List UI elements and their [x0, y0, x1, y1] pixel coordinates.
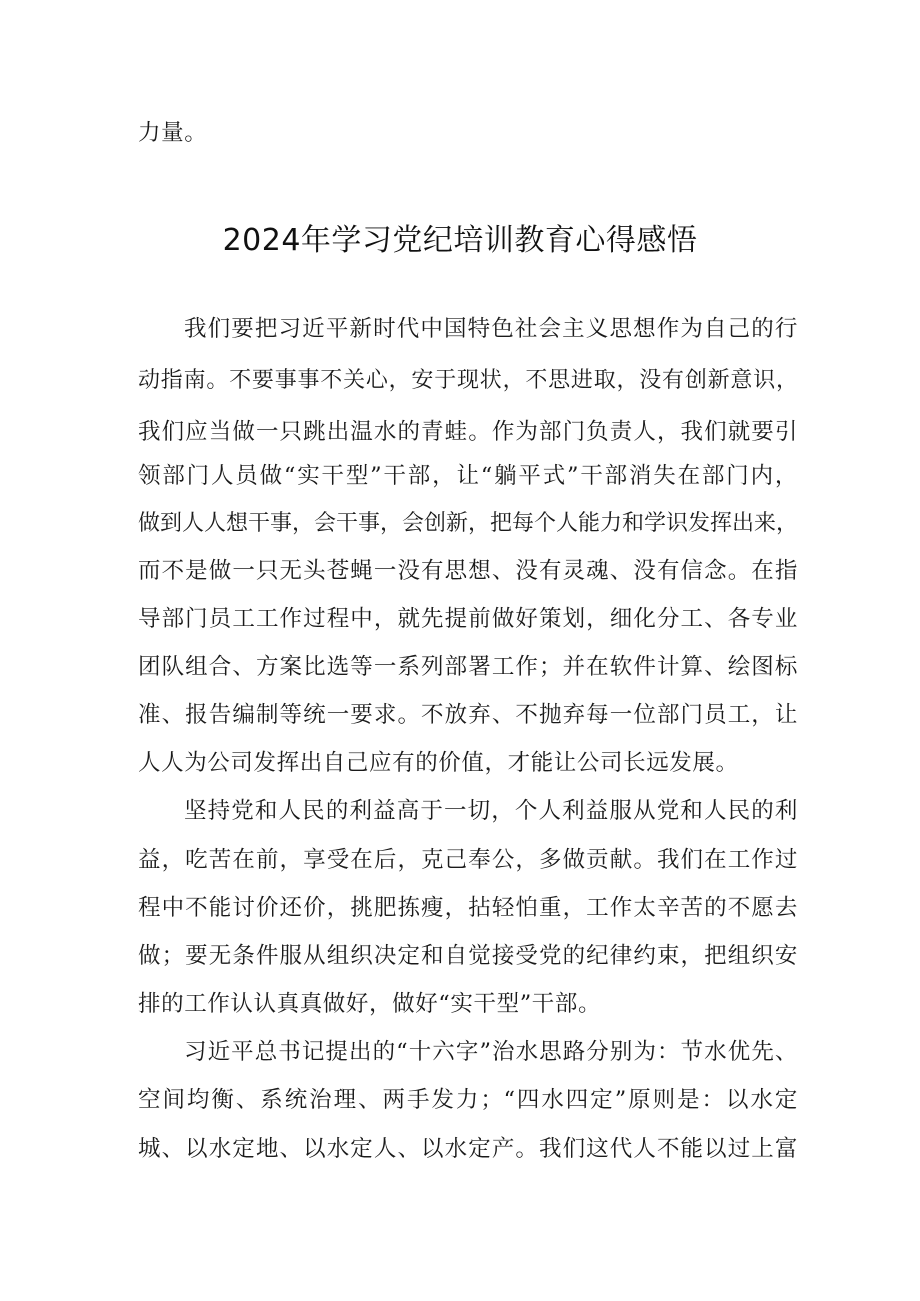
page-title: 2024年学习党纪培训教育心得感悟: [222, 223, 698, 258]
paragraph-2-line-2: 益，吃苦在前，享受在后，克己奉公，多做贡献。我们在工作过: [138, 847, 798, 873]
paragraph-2-line-3: 程中不能讨价还价，挑肥拣瘦，拈轻怕重，工作太辛苦的不愿去: [138, 895, 798, 921]
paragraph-1-line-4: 领部门人员做“实干型”干部，让“躺平式”干部消失在部门内，: [138, 463, 798, 489]
paragraph-2-line-5: 排的工作认认真真做好，做好“实干型”干部。: [138, 991, 602, 1017]
paragraph-1-line-3: 我们应当做一只跳出温水的青蛙。作为部门负责人，我们就要引: [138, 419, 798, 445]
paragraph-2-line-1: 坚持党和人民的利益高于一切，个人利益服从党和人民的利: [184, 798, 798, 824]
carryover-text: 力量。: [138, 120, 208, 146]
paragraph-3-line-1: 习近平总书记提出的“十六字”治水思路分别为：节水优先、: [184, 1039, 798, 1065]
paragraph-1-line-8: 团队组合、方案比选等一系列部署工作；并在软件计算、绘图标: [138, 654, 798, 680]
paragraph-2-line-4: 做；要无条件服从组织决定和自觉接受党的纪律约束，把组织安: [138, 943, 798, 969]
paragraph-1-line-6: 而不是做一只无头苍蝇一没有思想、没有灵魂、没有信念。在指: [138, 558, 798, 584]
paragraph-1-line-10: 人人为公司发挥出自己应有的价值，才能让公司长远发展。: [138, 750, 739, 776]
paragraph-1-line-2: 动指南。不要事事不关心，安于现状，不思进取，没有创新意识，: [138, 368, 798, 393]
paragraph-1-line-1: 我们要把习近平新时代中国特色社会主义思想作为自己的行: [184, 316, 798, 342]
paragraph-3-line-2: 空间均衡、系统治理、两手发力；“四水四定”原则是：以水定: [138, 1087, 798, 1113]
paragraph-1-line-7: 导部门员工工作过程中，就先提前做好策划，细化分工、各专业: [138, 606, 798, 632]
paragraph-1-line-5: 做到人人想干事，会干事，会创新，把每个人能力和学识发挥出来，: [138, 511, 799, 536]
paragraph-1-line-9: 准、报告编制等统一要求。不放弃、不抛弃每一位部门员工，让: [138, 702, 798, 728]
paragraph-3-line-3: 城、以水定地、以水定人、以水定产。我们这代人不能以过上富: [138, 1136, 798, 1162]
